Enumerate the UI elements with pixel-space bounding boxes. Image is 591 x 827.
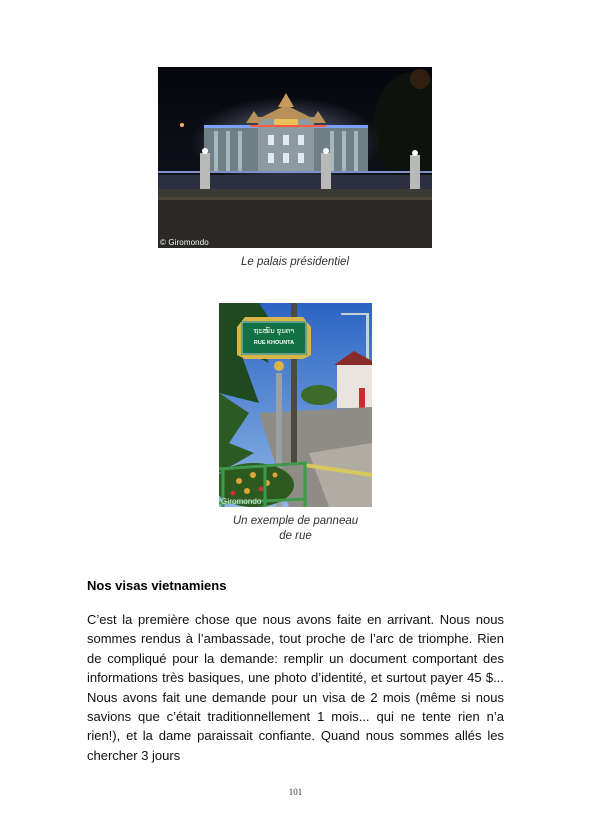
figure-caption: Le palais présidentiel — [240, 256, 350, 268]
section-heading: Nos visas vietnamiens — [87, 578, 227, 593]
caption-line: Un exemple de panneau — [232, 515, 359, 527]
sign-lao-text: ຖະໜົນ ຂຸນຕາ — [253, 328, 295, 335]
page-number: 101 — [288, 787, 303, 797]
palace-illustration — [158, 67, 432, 248]
street-sign-photo — [219, 303, 372, 507]
figure-caption — [219, 514, 372, 544]
street-sign — [243, 327, 305, 348]
body-paragraph: C’est la première chose que nous avons faite en arrivant. Nous nous sommes rendus à l’ambassade, tout proche de l’arc de triomphe. Rien de compliqué pour la demande: remplir un document comportant des informations très basiques, une photo d’identité, et surtout payer 45 $... Nous avons fait une demande pour un visa de 2 mois (même si nous savions que c’était traditionnellement 1 mois... qui ne tente rien n’a rien!), et la dame paraissait confiante. Quand nous sommes allés les chercher 3 jours — [87, 612, 504, 763]
caption-line: de rue — [279, 530, 312, 542]
presidential-palace-photo — [158, 67, 432, 248]
sign-french-text: RUE KHOUNTA — [253, 340, 295, 346]
photo-credit: Giromondo — [221, 497, 262, 506]
photo-credit: © Giromondo — [160, 238, 209, 247]
